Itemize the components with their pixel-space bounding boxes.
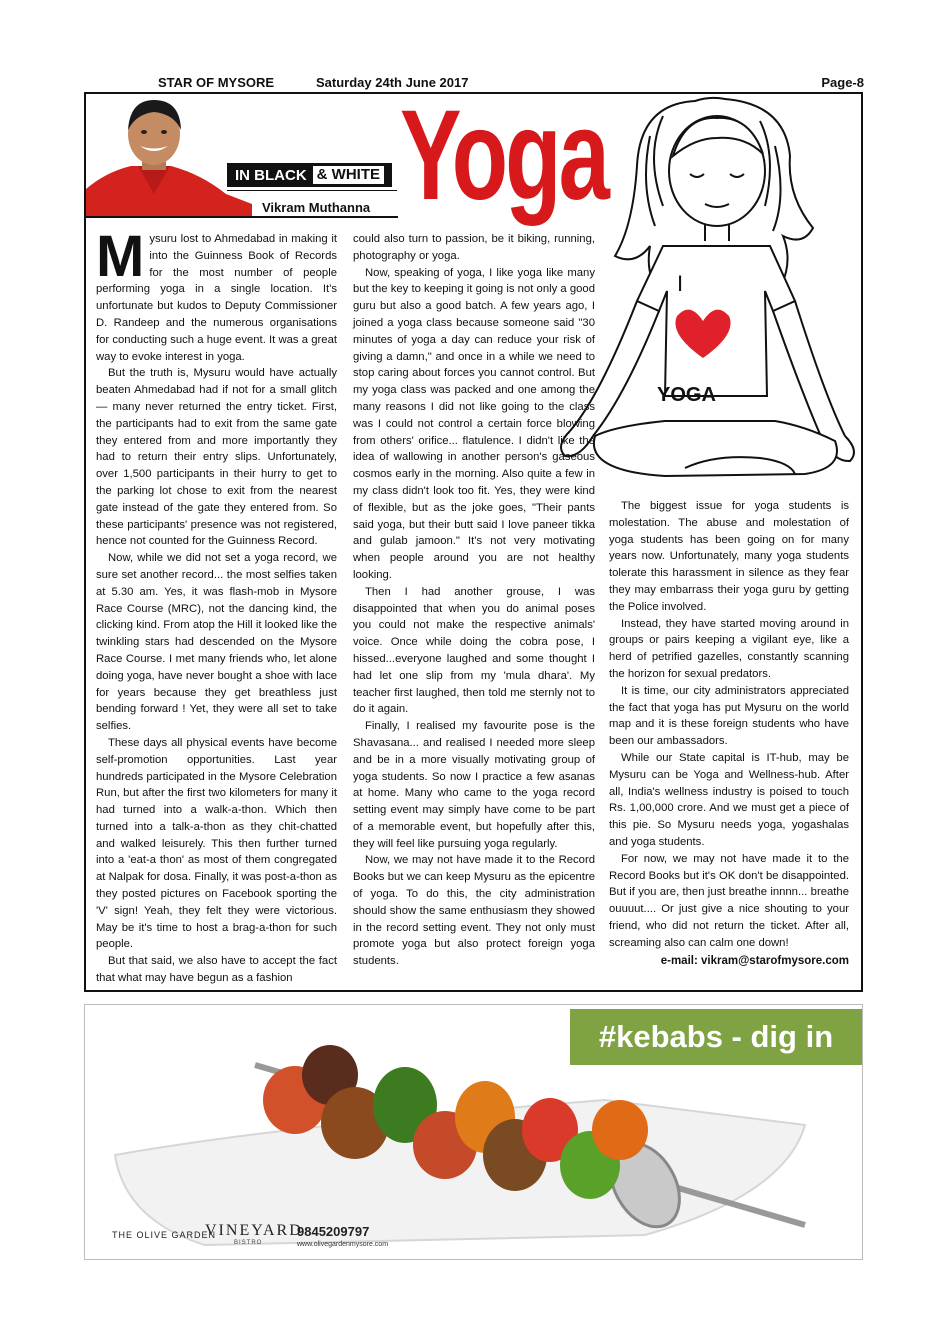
paragraph: Finally, I realised my favourite pose is the Shavasana... and realised I needed more sleep and be in a more visually motivating group of yoga students. So now I practice a few asanas at home. Many who came to the yoga record setting event may simply have come to be part of a memorable event, but hopefully after this, they will feel like pursuing yoga regularly.	[353, 720, 595, 850]
tag-rule	[227, 190, 397, 191]
vineyard-sub: BISTRO	[234, 1240, 263, 1246]
paragraph: could also turn to passion, be it biking, running, photography or yoga.	[353, 233, 595, 262]
article-column-3	[609, 498, 849, 969]
column-tag	[227, 163, 392, 187]
article-column-1	[96, 224, 337, 987]
paragraph: Instead, they have started moving around in groups or pairs keeping a vigilant eye, like a herd of petrified gazelles, constantly scanning the horizon for sexual predators.	[609, 617, 849, 680]
ad-phone: 9845209797	[297, 1224, 370, 1239]
paragraph: Then I had another grouse, I was disappointed that when you do animal poses you could not make the respective animals' voice. Once while doing the cobra pose, I hissed...everyone laughed and some thought I had let one slip from my 'mula dhara'. My teacher first laughed, then told me sternly not to do it again.	[353, 585, 595, 716]
shirt-text-yoga: YOGA	[657, 384, 716, 406]
paragraph: The biggest issue for yoga students is molestation. The abuse and molestation of yoga students has been going on for many years now. Unfortunately, many yoga students tolerate this harassment in silence as they fear they may embarrass their yoga guru by getting the Police involved.	[609, 500, 849, 613]
author-email: e-mail: vikram@starofmysore.com	[660, 954, 849, 967]
vineyard-logo: VINEYARD	[205, 1222, 303, 1239]
paragraph: While our State capital is IT-hub, may be Mysuru can be Yoga and Wellness-hub. After all, India's wellness industry is poised to touch Rs. 1,00,000 crore. And we must get a piece of this pie. So Mysuru needs yoga, yogashalas and yoga students.	[609, 751, 849, 848]
dateline: Saturday 24th June 2017	[316, 75, 469, 90]
advertisement	[84, 1004, 863, 1260]
byline: Vikram Muthanna	[262, 200, 371, 215]
paragraph: ysuru lost to Ahmedabad in making it into the Guinness Book of Records for the most number of people performing yoga in a single location. It's unfortunate but kudos to Deputy Commissioner D. Randeep and the numerous organisations for conducting such a huge event. It was a great way to evoke interest in yoga.	[96, 233, 337, 363]
drop-cap: M	[96, 224, 145, 289]
paragraph: But that said, we also have to accept the fact that what may have begun as a fashion	[96, 955, 337, 985]
column-tag-amp: & WHITE	[313, 166, 384, 184]
shirt-text-i: I	[677, 271, 684, 296]
paragraph: But the truth is, Mysuru would have actually beaten Ahmedabad had if not for a small glitch — many never returned the entry ticket. First, the participants had to exit from the same gate they entered from and more importantly they had to return their entry slips. Unfortunately, over 1,500 participants in their hurry to get to the parking lot chose to exit from the nearest gate instead of the gate they entered from. So these participants' presence was not registered, hence not counted for the Guinness Record.	[96, 367, 337, 548]
paragraph: These days all physical events have become self-promotion opportunities. Last year hundreds participated in the Mysore Celebration Run, but after the first two kilometers for many it had turned into a walk-a-thon. Which then turned into a talk-a-thon as they chit-chatted and walked leisurely. This then further turned into a 'eat-a thon' as most of them congregated at Nalpak for dosa. Finally, it was post-a-thon as they posted pictures on Facebook sporting the 'V' sign! Yeah, they felt they were victorious. May be it's time to host a brag-a-thon for such people.	[96, 736, 337, 951]
ad-website: www.olivegardenmysore.com	[297, 1241, 389, 1248]
masthead: STAR OF MYSORE	[158, 75, 275, 90]
headline: Yoga	[400, 84, 607, 227]
page-number: Page-8	[821, 75, 864, 90]
paragraph: Now, speaking of yoga, I like yoga like many but the key to keeping it going is not only a good guru but also a good batch. A few years ago, I joined a yoga class because someone said "30 minutes of yoga a day can reduce your risk of giving a damn," and once in a while we need to stop caring about forces you cannot control. But my yoga class was packed and one among the many reasons I did not like going to the class was I could not control a certain force blowing from others' orifice... flatulence. I didn't like the idea of wallowing in another person's gaseous cosmos early in the morning. Also quite a few in my class didn't look too fit. Yes, they were kind of flexible, but as the joke goes, "Their pants said yoga, but their butt said I love paneer tikka and gulab jamoon." It's not very motivating when people around you are not healthy looking.	[353, 266, 595, 581]
column-tag-main: IN BLACK	[235, 166, 307, 184]
paragraph: For now, we may not have made it to the Record Books but it's OK don't be disappointed. But if you are, then just breathe innnn... breathe ouuuut.... Or just give a nice shouting to your friend, who did not return the ticket. After all, screaming also can calm one down!	[609, 852, 849, 949]
photo-rule	[86, 216, 398, 218]
paragraph: It is time, our city administrators appreciated the fact that yoga has put Mysuru on the world map and it is these foreign students who have been our ambassadors.	[609, 684, 849, 748]
olive-garden-logo: THE OLIVE GARDEN	[112, 1230, 217, 1240]
article-column-2	[353, 231, 595, 970]
ad-banner: #kebabs - dig in	[570, 1009, 862, 1065]
author-photo	[86, 94, 252, 216]
paragraph: Now, while we did not set a yoga record, we sure set another record... the most selfies taken at 5.30 am. Yes, it was flash-mob in Mysore Race Course (MRC), not the dancing kind, the clicking kind. From atop the Hill it looked like the twinkling stars had descended on the Mysore Race Course. I met many friends who, let alone doing yoga, have never bought a shoe with lace for years because they get breathless just bending forward ! Yet, they were all set to take selfies.	[96, 552, 337, 733]
paragraph: Now, we may not have made it to the Record Books but we can keep Mysuru as the epicentre of yoga. To do this, the city administration should show the same enthusiasm they showed in the record setting event. They not only must promote yoga but also protect foreign yoga students.	[353, 854, 595, 968]
